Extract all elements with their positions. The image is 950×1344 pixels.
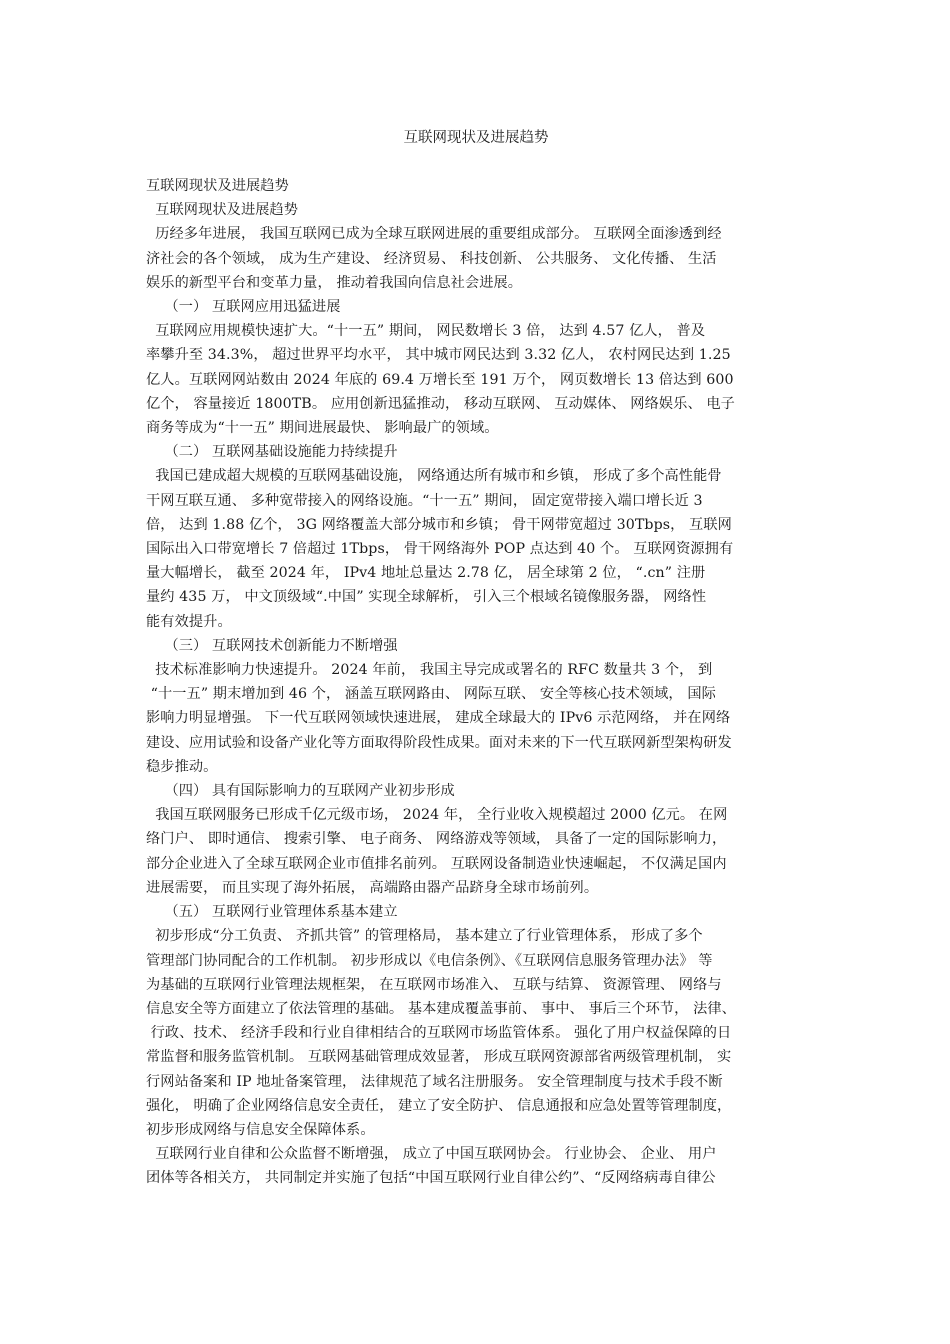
text-line: 建设、应用试验和设备产业化等方面取得阶段性成果。面对未来的下一代互联网新型架构研发 [146,734,732,751]
text-line: （四） 具有国际影响力的互联网产业初步形成 [146,783,455,800]
text-line: 互联网行业自律和公众监督不断增强， 成立了中国互联网协会。 行业协会、 企业、 用户 [146,1146,717,1163]
text-line: 初步形成“分工负责、 齐抓共管” 的管理格局， 基本建立了行业管理体系， 形成了多个 [146,928,703,945]
text-line: 娱乐的新型平台和变革力量， 推动着我国向信息社会进展。 [146,274,523,291]
text-line: 我国已建成超大规模的互联网基础设施， 网络通达所有城市和乡镇， 形成了多个高性能骨 [146,468,722,485]
text-line: 能有效提升。 [146,613,232,630]
text-line: 亿人。互联网网站数由 2024 年底的 69.4 万增长至 191 万个， 网页数增长 13 倍达到 600 [146,371,734,388]
text-line: 我国互联网服务已形成千亿元级市场， 2024 年， 全行业收入规模超过 2000 亿元。 在网 [146,807,728,824]
text-line: 技术标准影响力快速提升。 2024 年前， 我国主导完成或署名的 RFC 数量共 3 个， 到 [146,662,713,679]
text-line: 稳步推动。 [146,758,218,775]
text-line: 信息安全等方面建立了依法管理的基础。 基本建成覆盖事前、 事中、 事后三个环节， 法律、 [146,1000,736,1017]
text-line: “十一五” 期末增加到 46 个， 涵盖互联网路由、 网际互联、 安全等核心技术领域， 国际 [146,686,716,703]
text-line: 量约 435 万， 中文顶级域“.中国” 实现全球解析， 引入三个根域名镜像服务器， 网络性 [146,589,707,606]
text-line: （一） 互联网应用迅猛进展 [146,299,341,316]
text-line: （三） 互联网技术创新能力不断增强 [146,637,398,654]
text-line: 互联网现状及进展趋势 [146,178,289,194]
text-line: 团体等各相关方， 共同制定并实施了包括“中国互联网行业自律公约”、“反网络病毒自律公 [146,1170,716,1187]
text-line: 进展需要， 而且实现了海外拓展， 高端路由器产品跻身全球市场前列。 [146,879,599,896]
text-line: 互联网现状及进展趋势 [146,202,299,219]
text-line: 历经多年进展， 我国互联网已成为全球互联网进展的重要组成部分。 互联网全面渗透到经 [146,226,722,243]
text-line: 常监督和服务监管机制。 互联网基础管理成效显著， 形成互联网资源部省两级管理机制， 实 [146,1049,732,1066]
text-line: 影响力明显增强。 下一代互联网领域快速进展， 建成全球最大的 IPv6 示范网络， 并在网络 [146,710,731,727]
text-line: 管理部门协同配合的工作机制。 初步形成以《电信条例》、《互联网信息服务管理办法》 等 [146,952,713,969]
text-line: 倍， 达到 1.88 亿个， 3G 网络覆盖大部分城市和乡镇； 骨干网带宽超过 30Tbps， 互联网 [146,516,732,533]
text-line: 行政、技术、 经济手段和行业自律相结合的互联网市场监管体系。 强化了用户权益保障的日 [146,1025,732,1042]
text-line: 初步形成网络与信息安全保障体系。 [146,1121,375,1138]
text-line: 强化， 明确了企业网络信息安全责任， 建立了安全防护、 信息通报和应急处置等管理制度， [146,1097,732,1114]
text-line: 行网站备案和 IP 地址备案管理， 法律规范了域名注册服务。 安全管理制度与技术手段不断 [146,1073,723,1090]
text-line: 互联网应用规模快速扩大。“十一五” 期间， 网民数增长 3 倍， 达到 4.57 亿人， 普及 [146,323,706,340]
text-line: 干网互联互通、 多种宽带接入的网络设施。“十一五” 期间， 固定宽带接入端口增长近 3 [146,492,703,509]
text-line: 国际出入口带宽增长 7 倍超过 1Tbps， 骨干网络海外 POP 点达到 40 个。 互联网资源拥有 [146,541,734,558]
text-line: 济社会的各个领域， 成为生产建设、 经济贸易、 科技创新、 公共服务、 文化传播、 生活 [146,250,717,267]
text-line: 率攀升至 34.3%， 超过世界平均水平， 其中城市网民达到 3.32 亿人， 农村网民达到 1.25 [146,347,731,364]
text-line: 商务等成为“十一五” 期间进展最快、 影响最广的领域。 [146,420,499,437]
document-body [146,174,806,1191]
text-line: 亿个， 容量接近 1800TB。 应用创新迅猛推动， 移动互联网、 互动媒体、 网络娱乐、 电子 [146,395,735,412]
text-line: 量大幅增长， 截至 2024 年， IPv4 地址总量达 2.78 亿， 居全球第 2 位， “.cn” 注册 [146,565,706,582]
text-line: 为基础的互联网行业管理法规框架， 在互联网市场准入、 互联与结算、 资源管理、 网络与 [146,976,722,993]
text-line: 部分企业进入了全球互联网企业市值排名前列。 互联网设备制造业快速崛起， 不仅满足国内 [146,855,727,872]
text-line: （二） 互联网基础设施能力持续提升 [146,444,398,461]
document-title: 互联网现状及进展趋势 [403,130,549,146]
text-line: （五） 互联网行业管理体系基本建立 [146,904,398,921]
text-line: 络门户、 即时通信、 搜索引擎、 电子商务、 网络游戏等领域， 具备了一定的国际影响力， [146,831,727,848]
